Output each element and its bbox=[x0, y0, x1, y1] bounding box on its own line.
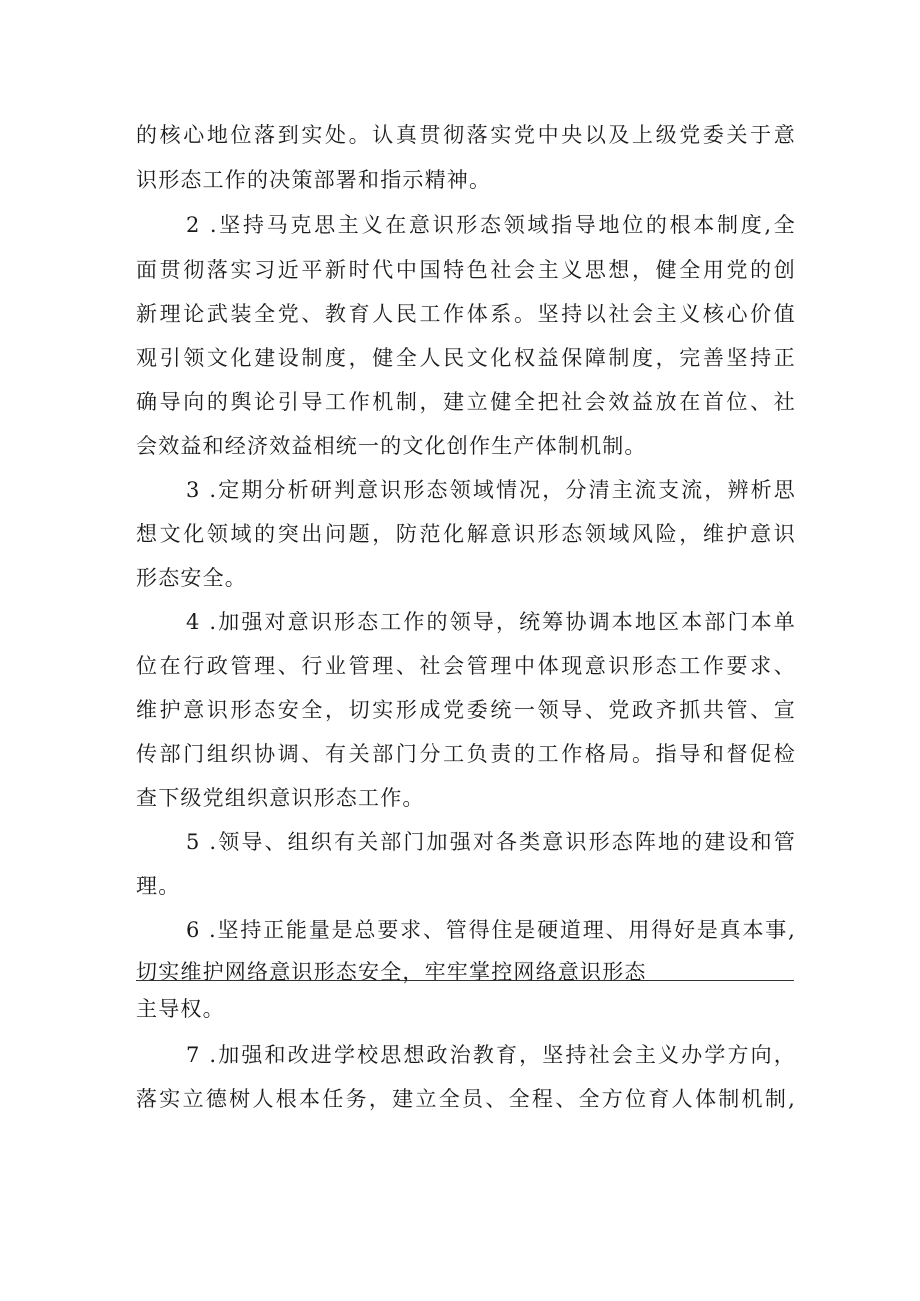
p2-line-6: 会效益和经济效益相统一的文化创作生产体制机制。 bbox=[136, 434, 647, 458]
p4-line-2: 位在行政管理、行业管理、社会管理中体现意识形态工作要求、 bbox=[136, 654, 796, 678]
p6-line-3: 主导权。 bbox=[136, 997, 225, 1021]
p6-line-2: 切实维护网络意识形态安全，牢牢掌控网络意识形态 bbox=[136, 960, 647, 984]
p2-line-4: 观引领文化建设制度，健全人民文化权益保障制度，完善坚持正 bbox=[136, 346, 796, 370]
p6-line-1: 6 .坚持正能量是总要求、管得住是硬道理、用得好是真本事, bbox=[186, 918, 796, 942]
horizontal-rule bbox=[136, 980, 794, 981]
p7-line-1: 7 .加强和改进学校思想政治教育，坚持社会主义办学方向， bbox=[186, 1043, 796, 1067]
p5-line-1: 5 .领导、组织有关部门加强对各类意识形态阵地的建设和管 bbox=[186, 830, 796, 854]
p2-line-5: 确导向的舆论引导工作机制，建立健全把社会效益放在首位、社 bbox=[136, 390, 796, 414]
p4-line-1: 4 .加强对意识形态工作的领导，统筹协调本地区本部门本单 bbox=[186, 610, 796, 634]
p1-line-2: 识形态工作的决策部署和指示精神。 bbox=[136, 168, 492, 192]
p7-line-2: 落实立德树人根本任务，建立全员、全程、全方位育人体制机制, bbox=[136, 1087, 796, 1111]
p2-line-3: 新理论武装全党、教育人民工作体系。坚持以社会主义核心价值 bbox=[136, 302, 796, 326]
p2-line-1: 2 .坚持马克思主义在意识形态领域指导地位的根本制度,全 bbox=[186, 213, 796, 237]
p4-line-3: 维护意识形态安全，切实形成党委统一领导、党政齐抓共管、宣 bbox=[136, 698, 796, 722]
p3-line-3: 形态安全。 bbox=[136, 566, 247, 590]
p3-line-1: 3 .定期分析研判意识形态领域情况，分清主流支流，辨析思 bbox=[186, 478, 796, 502]
p4-line-4: 传部门组织协调、有关部门分工负责的工作格局。指导和督促检 bbox=[136, 742, 796, 766]
p4-line-5: 查下级党组织意识形态工作。 bbox=[136, 786, 425, 810]
p1-line-1: 的核心地位落到实处。认真贯彻落实党中央以及上级党委关于意 bbox=[136, 123, 796, 147]
p5-line-2: 理。 bbox=[136, 874, 181, 898]
p2-line-2: 面贯彻落实习近平新时代中国特色社会主义思想，健全用党的创 bbox=[136, 258, 796, 282]
p3-line-2: 想文化领域的突出问题，防范化解意识形态领域风险，维护意识 bbox=[136, 522, 796, 546]
